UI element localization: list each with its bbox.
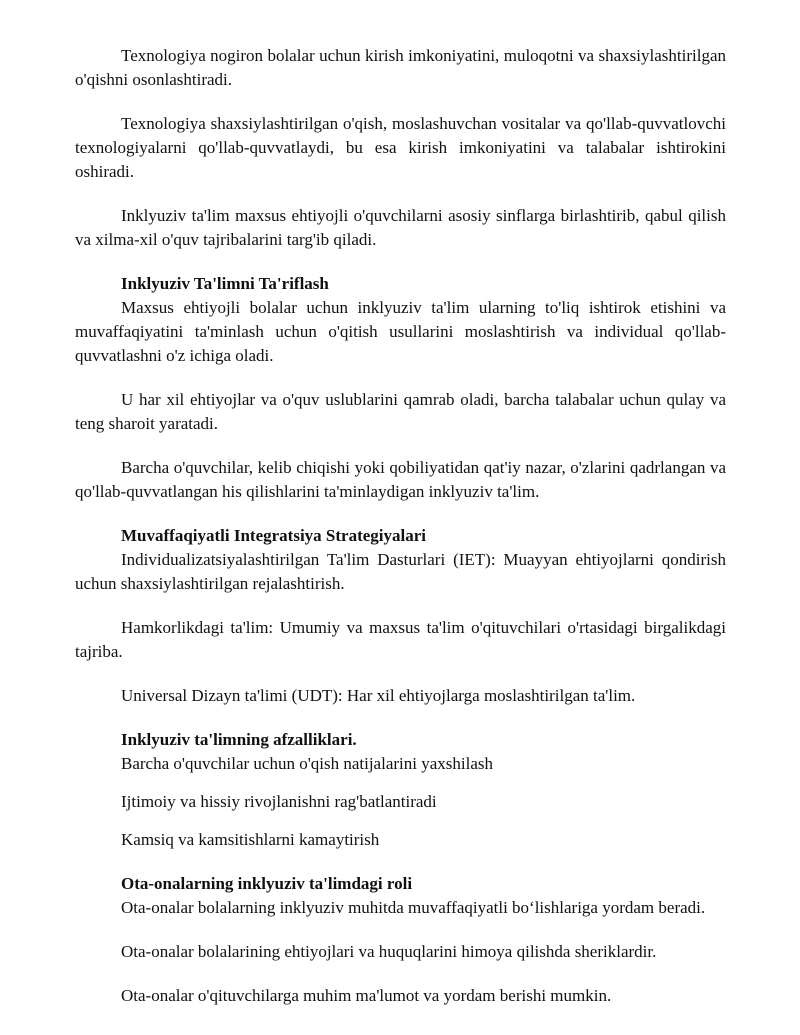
- benefit-item: Ijtimoiy va hissiy rivojlanishni rag'batlantiradi: [121, 792, 437, 811]
- section-integration-strategies: [75, 524, 726, 708]
- section-paragraph: Ota-onalar bolalarning inklyuziv muhitda muvaffaqiyatli boʻlishlariga yordam beradi.: [121, 898, 706, 917]
- intro-paragraph-3: Inklyuziv ta'lim maxsus ehtiyojli o'quvchilarni asosiy sinflarga birlashtirib, qabul qilish va xilma-xil o'quv tajribalarini targ'ib qiladi.: [75, 206, 726, 249]
- section-paragraph: Ota-onalar o'qituvchilarga muhim ma'lumot va yordam berishi mumkin.: [121, 986, 612, 1005]
- document-body: [75, 44, 726, 1028]
- section-benefits: [75, 728, 726, 852]
- section-heading: Muvaffaqiyatli Integratsiya Strategiyalari: [121, 526, 427, 545]
- intro-paragraph-1: Texnologiya nogiron bolalar uchun kirish imkoniyatini, muloqotni va shaxsiylashtirilgan o'qishni osonlashtiradi.: [75, 46, 726, 89]
- section-heading: Inklyuziv ta'limning afzalliklari.: [121, 730, 357, 749]
- section-heading: Ota-onalarning inklyuziv ta'limdagi roli: [121, 874, 413, 893]
- benefit-item: Barcha o'quvchilar uchun o'qish natijalarini yaxshilash: [121, 754, 493, 773]
- section-paragraph: U har xil ehtiyojlar va o'quv uslublarini qamrab oladi, barcha talabalar uchun qulay va teng sharoit yaratadi.: [75, 390, 726, 433]
- section-paragraph: Individualizatsiyalashtirilgan Ta'lim Dasturlari (IET): Muayyan ehtiyojlarni qondirish uchun shaxsiylashtirilgan rejalashtirish.: [75, 550, 726, 593]
- section-paragraph: Barcha o'quvchilar, kelib chiqishi yoki qobiliyatidan qat'iy nazar, o'zlarini qadrlangan va qo'llab-quvvatlangan his qilishlarini ta'minlaydigan inklyuziv ta'lim.: [75, 458, 726, 501]
- section-parents-role: [75, 872, 726, 1008]
- intro-paragraph-2: Texnologiya shaxsiylashtirilgan o'qish, moslashuvchan vositalar va qo'llab-quvvatlovchi texnologiyalarni qo'llab-quvvatlaydi, bu esa kirish imkoniyatini va talabalar ishtirokini oshiradi.: [75, 114, 726, 181]
- benefit-item: Kamsiq va kamsitishlarni kamaytirish: [121, 830, 380, 849]
- section-paragraph: Universal Dizayn ta'limi (UDT): Har xil ehtiyojlarga moslashtirilgan ta'lim.: [121, 686, 636, 705]
- section-paragraph: Maxsus ehtiyojli bolalar uchun inklyuziv ta'lim ularning to'liq ishtirok etishini va muvaffaqiyatini ta'minlash uchun o'qitish usullarini moslashtirish va individual qo'llab-quvvatlashni o'z ichiga oladi.: [75, 298, 726, 365]
- section-defining-inclusive-education: [75, 272, 726, 504]
- section-paragraph: Hamkorlikdagi ta'lim: Umumiy va maxsus ta'lim o'qituvchilari o'rtasidagi birgalikdagi tajriba.: [75, 618, 726, 661]
- section-paragraph: Ota-onalar bolalarining ehtiyojlari va huquqlarini himoya qilishda sheriklardir.: [121, 942, 657, 961]
- section-heading: Inklyuziv Ta'limni Ta'riflash: [121, 274, 329, 293]
